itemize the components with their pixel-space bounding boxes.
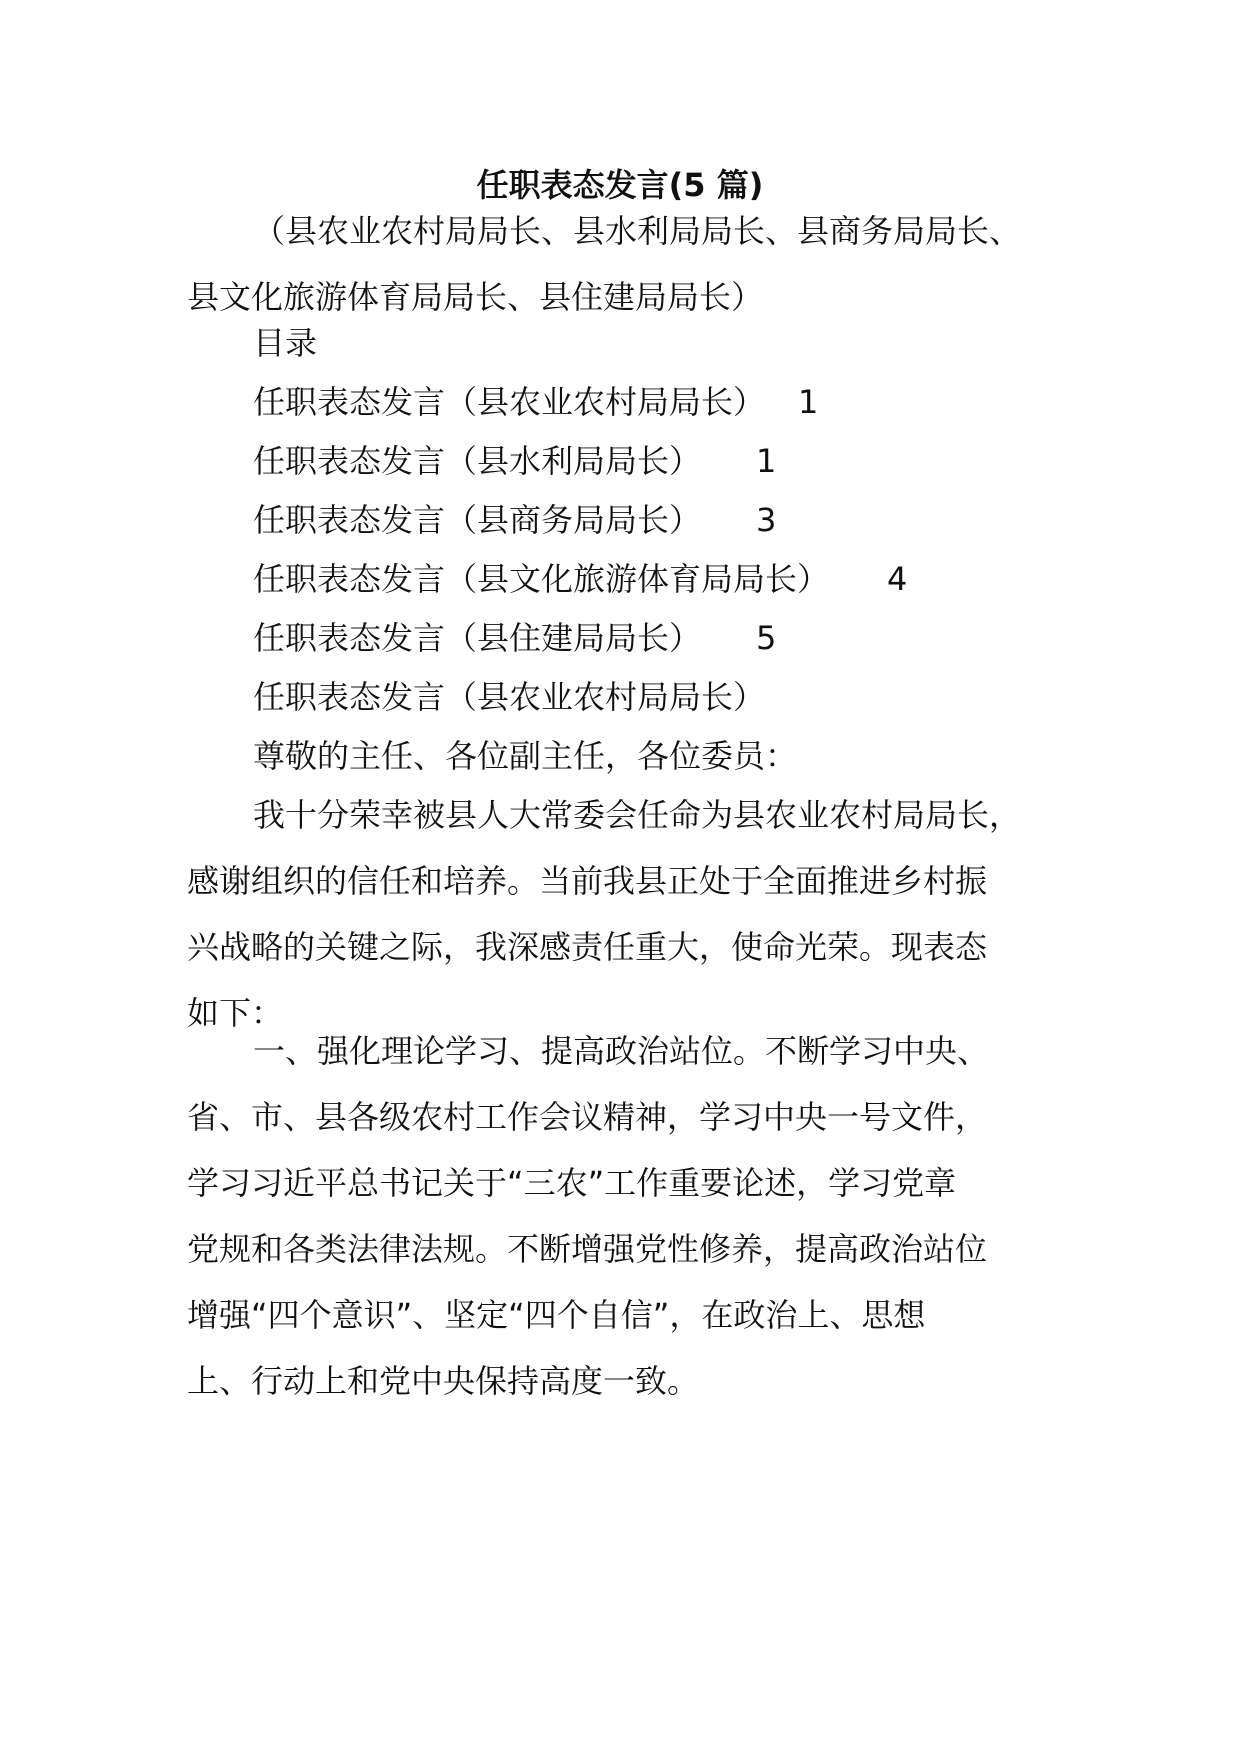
toc-heading: 目录 [253,324,318,362]
salutation: 尊敬的主任、各位副主任，各位委员： [253,737,798,775]
subtitle-line: 县文化旅游体育局局长、县住建局局长） [187,278,764,316]
paragraph-line: 省、市、县各级农村工作会议精神，学习中央一号文件， [187,1098,988,1136]
section-heading: 任职表态发言（县农业农村局局长） [253,678,766,716]
paragraph-line: 增强“四个意识”、坚定“四个自信”，在政治上、思想 [187,1296,926,1334]
toc-item-label: 任职表态发言（县文化旅游体育局局长） [253,560,830,598]
paragraph-line: 学习习近平总书记关于“三农”工作重要论述，学习党章 [187,1164,957,1202]
paragraph-line: 感谢组织的信任和培养。当前我县正处于全面推进乡村振 [187,862,988,900]
toc-item-page: 4 [887,560,908,598]
paragraph-line: 兴战略的关键之际，我深感责任重大，使命光荣。现表态 [187,928,988,966]
toc-item-label: 任职表态发言（县商务局局长） [253,501,702,539]
toc-item-label: 任职表态发言（县水利局局长） [253,442,702,480]
toc-item-label: 任职表态发言（县住建局局长） [253,619,702,657]
paragraph-line: 我十分荣幸被县人大常委会任命为县农业农村局局长， [253,796,1022,834]
document-title: 任职表态发言(5 篇) [476,166,764,204]
paragraph-line: 一、强化理论学习、提高政治站位。不断学习中央、 [253,1032,990,1070]
paragraph-line: 上、行动上和党中央保持高度一致。 [187,1362,700,1400]
body-paragraph-1 [187,782,1087,1046]
toc-item-page: 1 [756,442,777,480]
subtitle-line: （县农业农村局局长、县水利局局长、县商务局局长、 [253,212,1022,250]
toc-item-page: 3 [756,501,777,539]
toc-item-label: 任职表态发言（县农业农村局局长） [253,383,766,421]
toc-item-page: 5 [756,619,777,657]
toc-item-page: 1 [798,383,819,421]
paragraph-line: 党规和各类法律法规。不断增强党性修养，提高政治站位 [187,1230,988,1268]
paragraph-line: 如下： [187,994,284,1032]
body-paragraph-2 [187,1018,1087,1414]
